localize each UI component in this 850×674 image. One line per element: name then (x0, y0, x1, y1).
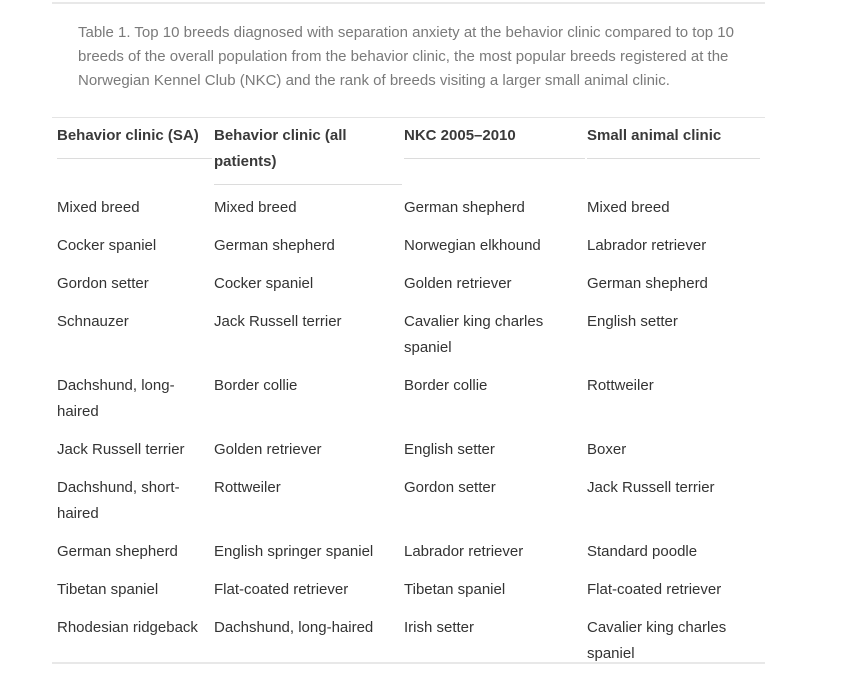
table-cell: German shepherd (587, 275, 708, 292)
table-cell: English setter (587, 313, 678, 330)
table-cell: Jack Russell terrier (57, 441, 185, 458)
top-divider (52, 2, 765, 4)
table-cell: Mixed breed (587, 199, 670, 216)
table-cell: Labrador retriever (587, 237, 707, 254)
bottom-divider (52, 662, 765, 664)
table-cell: Flat-coated retriever (587, 581, 722, 598)
table-row (52, 572, 765, 610)
table-cell: German shepherd (404, 199, 525, 216)
column-header-text: Behavior clinic (all patients) (214, 123, 402, 185)
table-cell: English setter (404, 441, 495, 458)
table-cell: Gordon setter (404, 479, 496, 496)
table-cell: Tibetan spaniel (57, 581, 159, 598)
table-row (52, 432, 765, 470)
column-header-text: NKC 2005–2010 (404, 123, 585, 159)
table-cell: Rottweiler (587, 377, 654, 394)
column-header (399, 118, 582, 193)
table-cell: Flat-coated retriever (214, 581, 349, 598)
table-cell: Standard poodle (587, 543, 698, 560)
table-cell: English springer spaniel (214, 543, 374, 560)
table-cell: German shepherd (57, 543, 178, 560)
table-row (52, 470, 765, 534)
header-row (52, 118, 765, 193)
table-cell: Golden retriever (214, 441, 322, 458)
table-caption: Table 1. Top 10 breeds diagnosed with separation anxiety at the behavior clinic compared to top 10 breeds of the overall population from the behavior clinic, the most popular breeds registered at the Norwegian Kennel Club (NKC) and the rank of breeds visiting a larger small animal clinic. (78, 24, 734, 89)
table-cell: Jack Russell terrier (587, 479, 715, 496)
table-row (52, 610, 765, 674)
table-cell: Jack Russell terrier (214, 313, 342, 330)
table-cell: Rottweiler (214, 479, 281, 496)
table-cell: Norwegian elkhound (404, 237, 541, 254)
table-cell: Border collie (404, 377, 488, 394)
column-header-text: Behavior clinic (SA) (57, 123, 212, 159)
table-cell: Schnauzer (57, 313, 129, 330)
table-cell: Golden retriever (404, 275, 512, 292)
table-body (52, 193, 765, 674)
table-cell: Boxer (587, 441, 627, 458)
table-cell: Border collie (214, 377, 298, 394)
table-row (52, 534, 765, 572)
table-cell: Rhodesian ridgeback (57, 619, 198, 636)
table-row (52, 266, 765, 304)
table-cell: Dachshund, short-haired (57, 479, 180, 522)
table-cell: Cavalier king charles spaniel (404, 313, 544, 356)
table-cell: German shepherd (214, 237, 335, 254)
table-cell: Mixed breed (214, 199, 297, 216)
column-header (209, 118, 399, 193)
breed-table (52, 118, 765, 674)
table-row (52, 228, 765, 266)
table-header (52, 118, 765, 193)
column-header (52, 118, 209, 193)
table-cell: Dachshund, long-haired (57, 377, 175, 420)
table-cell: Mixed breed (57, 199, 140, 216)
table-cell: Irish setter (404, 619, 475, 636)
table-row (52, 193, 765, 228)
table-cell: Cocker spaniel (57, 237, 157, 254)
table-cell: Dachshund, long-haired (214, 619, 374, 636)
table-row (52, 304, 765, 368)
table-cell: Cocker spaniel (214, 275, 314, 292)
column-header (582, 118, 765, 193)
table-cell: Cavalier king charles spaniel (587, 619, 727, 662)
table-row (52, 368, 765, 432)
table-cell: Gordon setter (57, 275, 149, 292)
table-cell: Tibetan spaniel (404, 581, 506, 598)
table-figure (52, 0, 765, 667)
table-cell: Labrador retriever (404, 543, 524, 560)
column-header-text: Small animal clinic (587, 123, 760, 159)
